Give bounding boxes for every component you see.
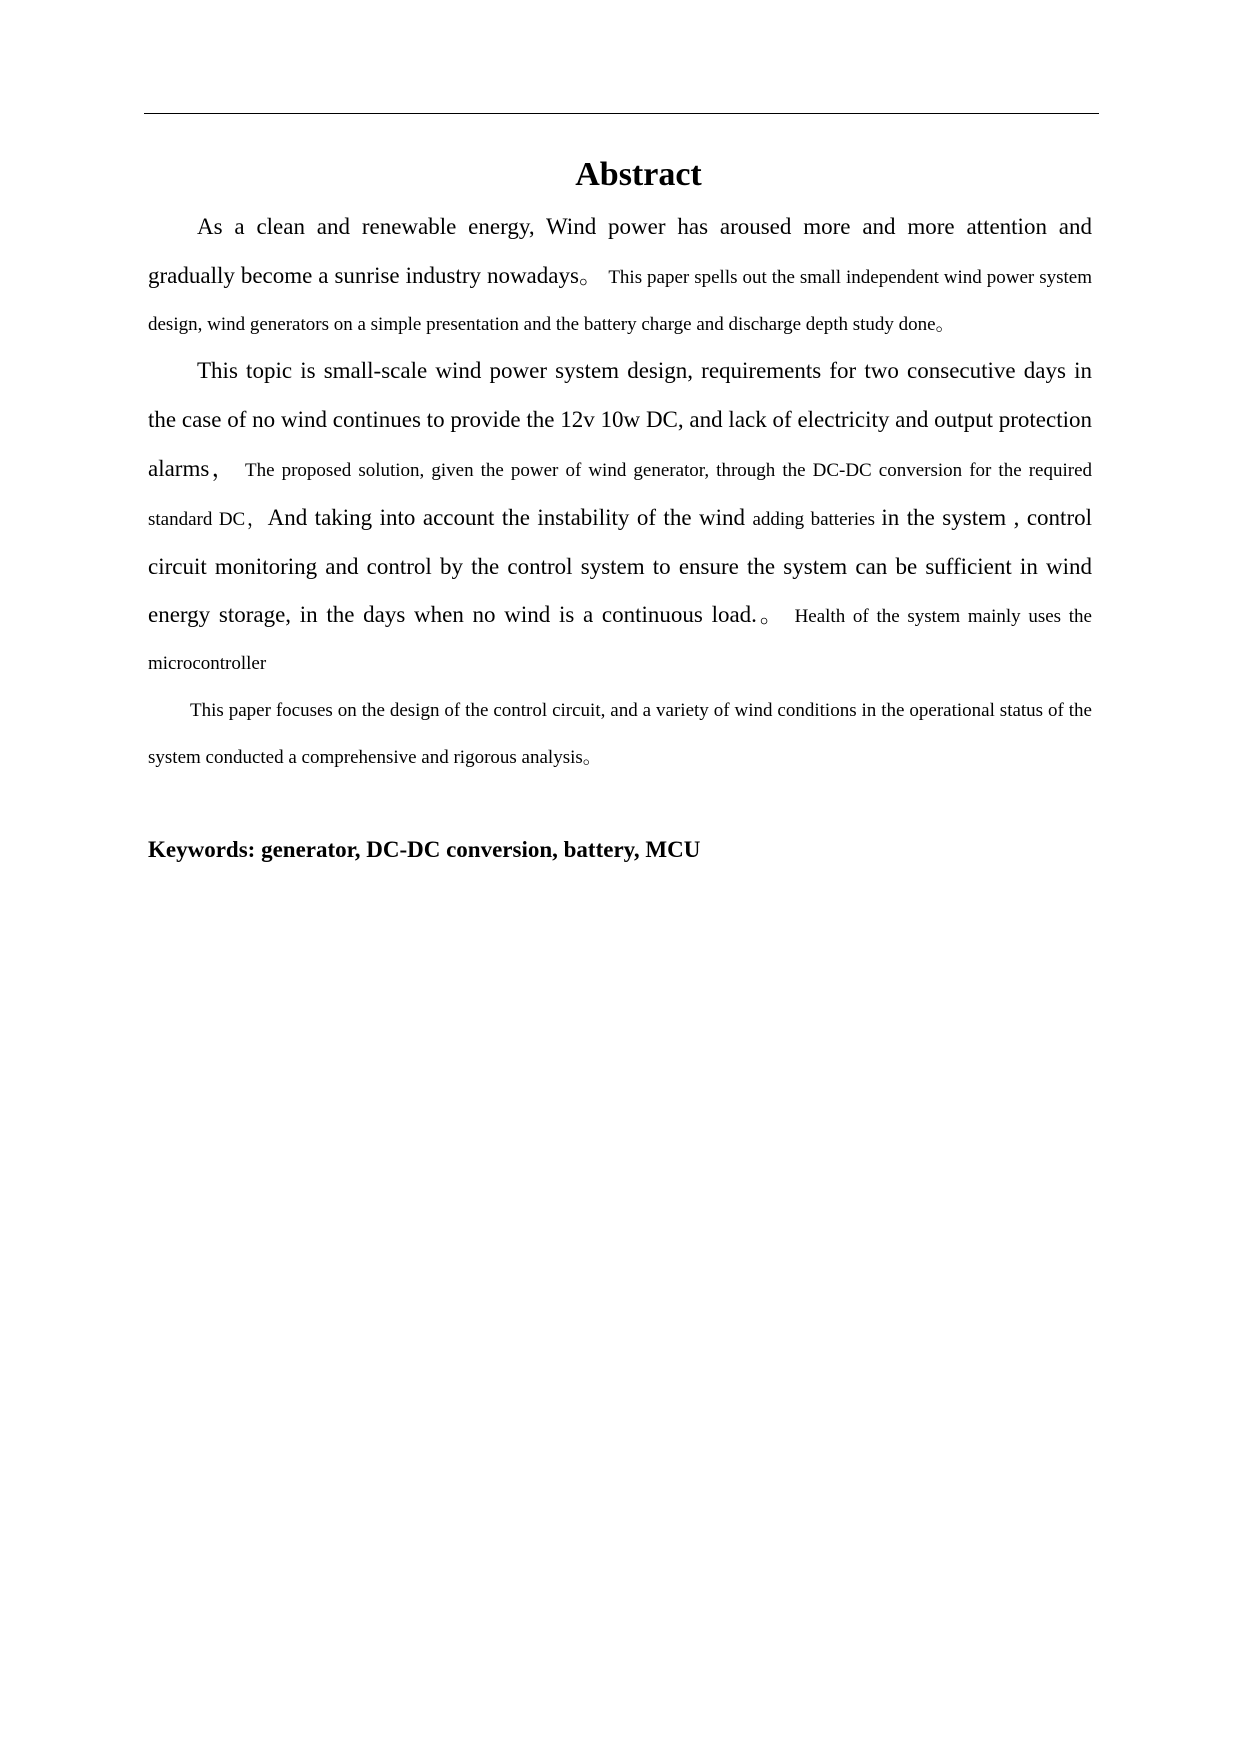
header-rule xyxy=(144,113,1099,114)
text-run: As a clean and renewable energy, Wind power has aroused more and more attention and gradually become a sunrise industry nowadays。 xyxy=(148,214,1092,288)
abstract-paragraph-3 xyxy=(148,688,1092,782)
abstract-paragraph-2 xyxy=(148,348,1092,688)
text-run: The proposed solution, given the power of wind generator, through the DC-DC conversion for the required standard DC， xyxy=(148,459,1093,530)
abstract-paragraph-1 xyxy=(148,204,1092,348)
text-run: And taking into account the instability of the wind xyxy=(267,504,753,530)
abstract-body xyxy=(148,204,1092,873)
text-run: adding batteries xyxy=(752,508,882,530)
keywords-line: Keywords: generator, DC-DC conversion, battery, MCU xyxy=(148,836,701,862)
abstract-heading: Abstract xyxy=(575,156,702,193)
text-run: This paper spells out the small independent wind power system design, wind generators on a simple presentation and the battery charge and discharge depth study done。 xyxy=(148,266,1092,335)
text-run: Health of the system mainly uses the microcontroller xyxy=(148,606,1092,675)
text-run: This topic is small-scale wind power system design, requirements for two consecutive days in the case of no wind continues to provide the 12v 10w DC, and lack of electricity and output protection alarms， xyxy=(148,358,1092,481)
text-run: This paper focuses on the design of the control circuit, and a variety of wind conditions in the operational status of the system conducted a comprehensive and rigorous analysis。 xyxy=(148,699,1092,768)
text-run: in the system , control circuit monitoring and control by the control system to ensure the system can be sufficient in wind energy storage, in the days when no wind is a continuous load.。 xyxy=(148,504,1093,628)
